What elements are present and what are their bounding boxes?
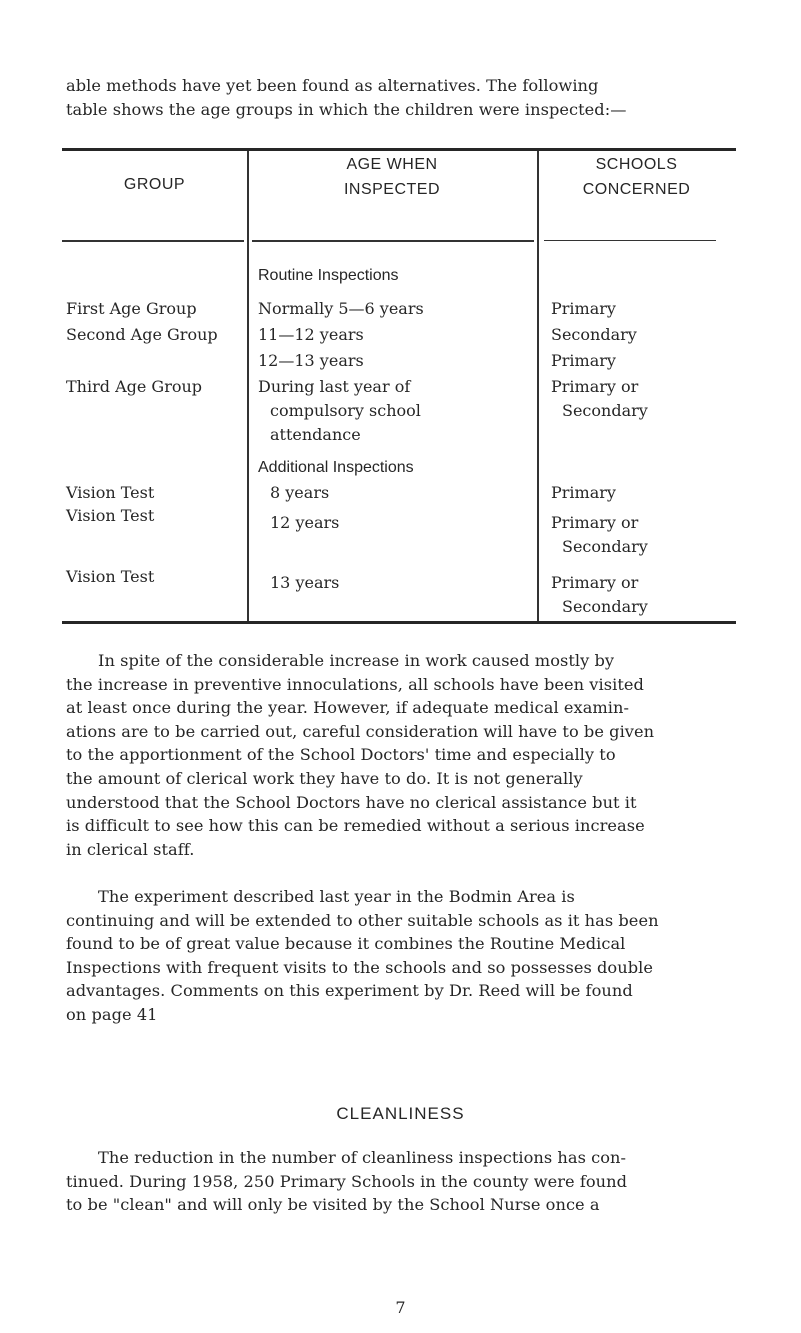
- table-cell-schools: Secondary: [562, 401, 648, 420]
- header-schools-line1: SCHOOLS: [595, 156, 678, 173]
- text-line: on page 41: [66, 1004, 158, 1024]
- table-cell-age: Normally 5—6 years: [258, 299, 424, 318]
- column-divider: [537, 151, 539, 621]
- text-line: at least once during the year. However, if adequate medical examin-: [66, 698, 630, 718]
- text-line: The reduction in the number of cleanliness inspections has con-: [98, 1148, 627, 1167]
- header-schools-line2: CONCERNED: [582, 181, 691, 198]
- text-line: tinued. During 1958, 250 Primary Schools in the county were found: [66, 1171, 628, 1191]
- header-underline: [62, 240, 244, 242]
- header-underline: [544, 240, 716, 241]
- table-top-rule: [62, 148, 736, 151]
- text-line: found to be of great value because it combines the Routine Medical: [66, 934, 626, 954]
- table-cell-age: 12—13 years: [258, 351, 364, 370]
- table-cell-schools: Secondary: [551, 325, 637, 344]
- table-cell-age: 11—12 years: [258, 325, 364, 344]
- header-underline: [252, 240, 534, 242]
- table-cell-schools: Secondary: [562, 537, 648, 556]
- routine-inspections-heading: Routine Inspections: [258, 267, 399, 284]
- text-line: is difficult to see how this can be remedied without a serious increase: [66, 816, 645, 836]
- header-age-line1: AGE WHEN: [346, 156, 438, 173]
- age-groups-table: [62, 148, 736, 624]
- table-cell-age: 12 years: [270, 513, 340, 532]
- text-line: understood that the School Doctors have no clerical assistance but it: [66, 792, 637, 812]
- text-line: to the apportionment of the School Doctors' time and especially to: [66, 745, 616, 765]
- table-cell-group: Vision Test: [66, 506, 155, 525]
- text-line: The experiment described last year in the Bodmin Area is: [98, 887, 575, 906]
- text-line: the increase in preventive innoculations, all schools have been visited: [66, 674, 644, 694]
- text-line: able methods have yet been found as alternatives. The following: [66, 76, 599, 95]
- paragraph-clerical: [66, 649, 734, 861]
- column-divider: [247, 151, 249, 621]
- table-cell-schools: Primary: [551, 351, 616, 370]
- table-cell-age: attendance: [270, 425, 361, 444]
- table-cell-schools: Primary: [551, 299, 616, 318]
- additional-inspections-heading: Additional Inspections: [258, 459, 414, 476]
- text-line: the amount of clerical work they have to do. It is not generally: [66, 768, 583, 788]
- text-line: ations are to be carried out, careful consideration will have to be given: [66, 721, 655, 741]
- table-cell-schools: Primary or: [551, 513, 639, 532]
- table-cell-group: Second Age Group: [66, 325, 218, 344]
- text-line: continuing and will be extended to other suitable schools as it has been: [66, 910, 659, 930]
- paragraph-bodmin-experiment: [66, 885, 734, 1027]
- table-cell-group: Third Age Group: [66, 377, 203, 396]
- table-cell-age: 8 years: [270, 483, 330, 502]
- header-age-line2: INSPECTED: [343, 181, 441, 198]
- text-line: to be "clean" and will only be visited by the School Nurse once a: [66, 1195, 600, 1215]
- intro-paragraph: [66, 74, 734, 121]
- table-cell-age: During last year of: [258, 377, 411, 396]
- paragraph-cleanliness: [66, 1146, 734, 1217]
- table-cell-schools: Primary or: [551, 573, 639, 592]
- table-cell-schools: Primary: [551, 483, 616, 502]
- table-cell-group: Vision Test: [66, 567, 155, 586]
- text-line: table shows the age groups in which the children were inspected:—: [66, 99, 627, 119]
- text-line: In spite of the considerable increase in work caused mostly by: [98, 651, 615, 670]
- text-line: Inspections with frequent visits to the schools and so possesses double: [66, 957, 653, 977]
- table-cell-schools: Secondary: [562, 597, 648, 616]
- table-bottom-rule: [62, 621, 736, 624]
- section-heading-cleanliness: CLEANLINESS: [336, 1104, 465, 1123]
- text-line: advantages. Comments on this experiment by Dr. Reed will be found: [66, 981, 633, 1001]
- table-cell-schools: Primary or: [551, 377, 639, 396]
- table-cell-age: compulsory school: [270, 401, 421, 420]
- header-group: GROUP: [123, 176, 186, 193]
- page-number: 7: [395, 1298, 406, 1317]
- table-cell-age: 13 years: [270, 573, 340, 592]
- table-cell-group: Vision Test: [66, 483, 155, 502]
- text-line: in clerical staff.: [66, 839, 195, 859]
- table-cell-group: First Age Group: [66, 299, 197, 318]
